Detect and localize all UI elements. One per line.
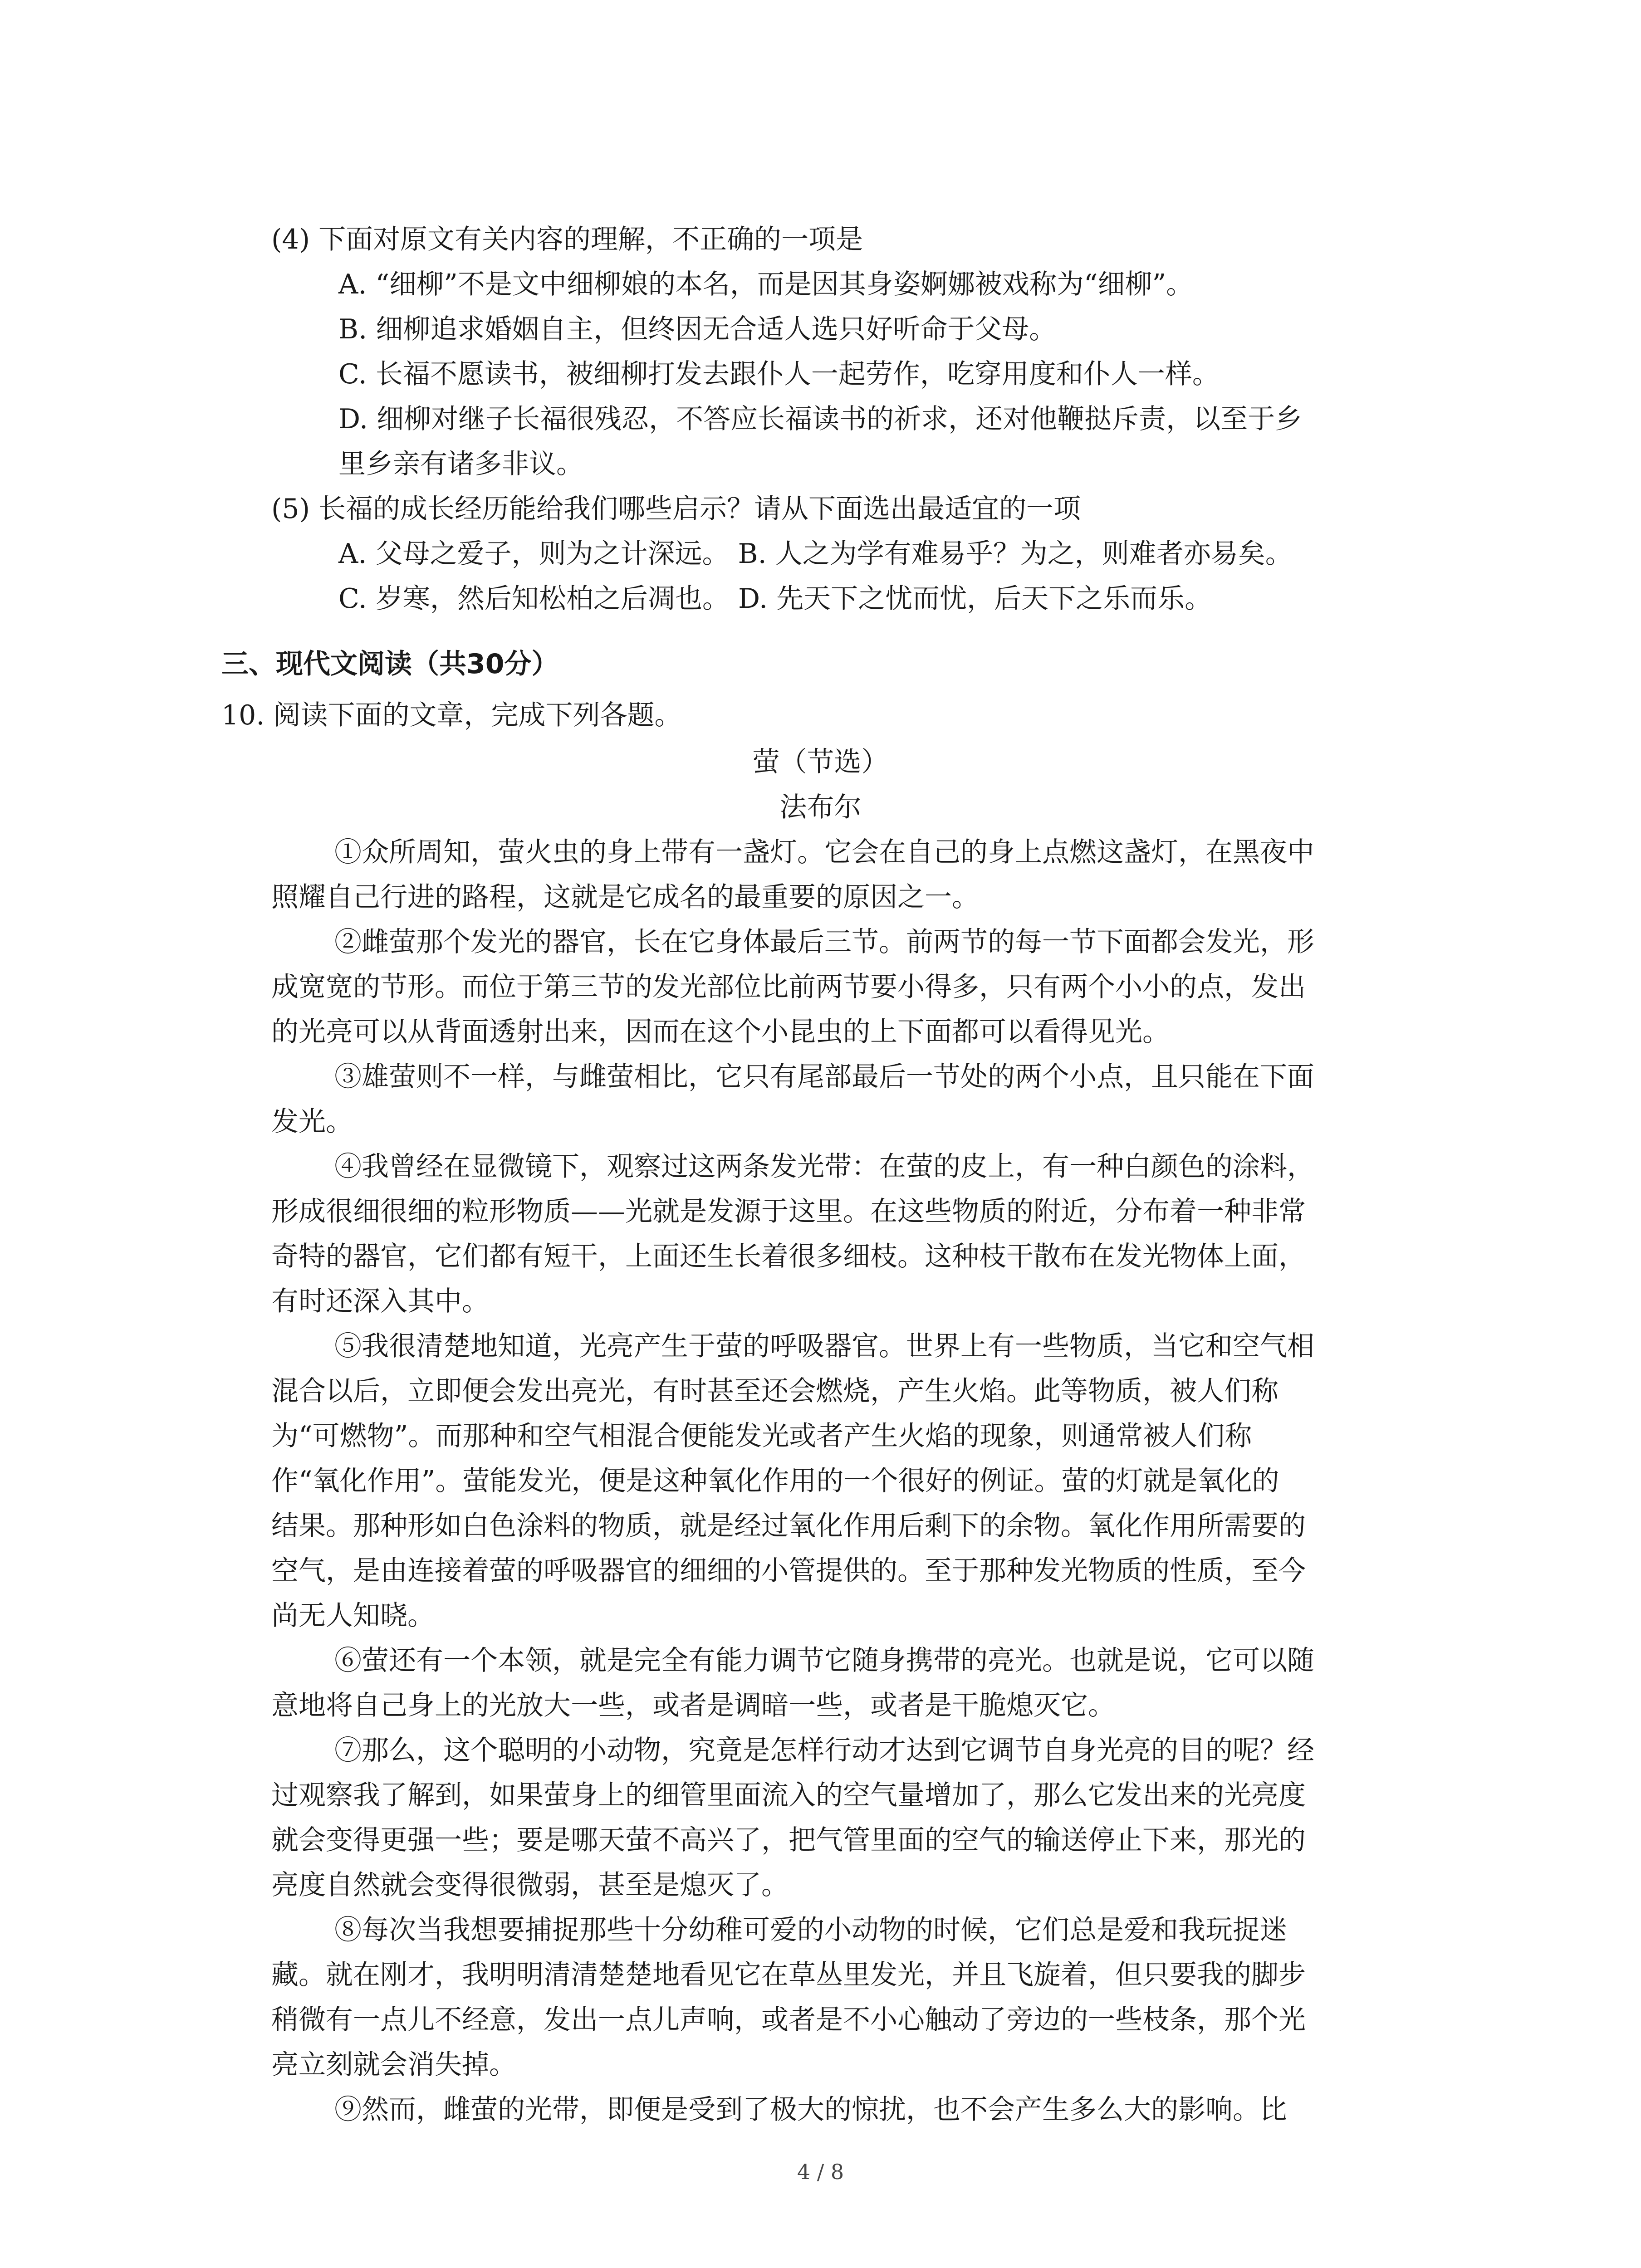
page-number: 4 / 8 bbox=[797, 2160, 844, 2184]
article-line: 稍微有一点儿不经意，发出一点儿声响，或者是不小心触动了旁边的一些枝条，那个光 bbox=[271, 2004, 1306, 2036]
article-line: 亮立刻就会消失掉。 bbox=[271, 2049, 516, 2081]
article-line: 的光亮可以从背面透射出来，因而在这个小昆虫的上下面都可以看得见光。 bbox=[271, 1016, 1170, 1048]
article-line: 就会变得更强一些；要是哪天萤不高兴了，把气管里面的空气的输送停止下来，那光的 bbox=[271, 1824, 1306, 1856]
article-line: 成宽宽的节形。而位于第三节的发光部位比前两节要小得多，只有两个小小的点，发出 bbox=[271, 971, 1306, 1003]
article-line: ②雌萤那个发光的器官，长在它身体最后三节。前两节的每一节下面都会发光，形 bbox=[334, 926, 1314, 958]
question-5-options-ab: A. 父母之爱子，则为之计深远。 B. 人之为学有难易乎？为之，则难者亦易矣。 bbox=[338, 538, 1293, 570]
article-line: 结果。那种形如白色涂料的物质，就是经过氧化作用后剩下的余物。氧化作用所需要的 bbox=[271, 1510, 1306, 1542]
article-line: ⑧每次当我想要捕捉那些十分幼稚可爱的小动物的时候，它们总是爱和我玩捉迷 bbox=[334, 1914, 1287, 1946]
article-line: ⑤我很清楚地知道，光亮产生于萤的呼吸器官。世界上有一些物质，当它和空气相 bbox=[334, 1330, 1314, 1362]
article-line: ①众所周知，萤火虫的身上带有一盏灯。它会在自己的身上点燃这盏灯，在黑夜中 bbox=[334, 836, 1314, 868]
article-line: ⑥萤还有一个本领，就是完全有能力调节它随身携带的亮光。也就是说，它可以随 bbox=[334, 1645, 1314, 1677]
article-line: 藏。就在刚才，我明明清清楚楚地看见它在草丛里发光，并且飞旋着，但只要我的脚步 bbox=[271, 1959, 1306, 1991]
question-10-intro: 10. 阅读下面的文章，完成下列各题。 bbox=[221, 699, 682, 731]
article-line: 照耀自己行进的路程，这就是它成名的最重要的原因之一。 bbox=[271, 881, 979, 913]
question-4-option-b: B. 细柳追求婚姻自主，但终因无合适人选只好听命于父母。 bbox=[338, 313, 1057, 345]
article-line: ⑨然而，雌萤的光带，即便是受到了极大的惊扰，也不会产生多么大的影响。比 bbox=[334, 2094, 1287, 2126]
article-line: 为“可燃物”。而那种和空气相混合便能发光或者产生火焰的现象，则通常被人们称 bbox=[271, 1420, 1252, 1452]
article-author: 法布尔 bbox=[779, 792, 862, 823]
question-4-option-d: D. 细柳对继子长福很残忍，不答应长福读书的祈求，还对他鞭挞斥责，以至于乡 bbox=[338, 403, 1303, 435]
article-line: 空气，是由连接着萤的呼吸器官的细细的小管提供的。至于那种发光物质的性质，至今 bbox=[271, 1555, 1306, 1587]
article-line: 意地将自己身上的光放大一些，或者是调暗一些，或者是干脆熄灭它。 bbox=[271, 1690, 1115, 1721]
article-line: 过观察我了解到，如果萤身上的细管里面流入的空气量增加了，那么它发出来的光亮度 bbox=[271, 1779, 1306, 1811]
article-line: 作“氧化作用”。萤能发光，便是这种氧化作用的一个很好的例证。萤的灯就是氧化的 bbox=[271, 1465, 1279, 1497]
question-4-option-a: A. “细柳”不是文中细柳娘的本名，而是因其身姿婀娜被戏称为“细柳”。 bbox=[338, 269, 1194, 300]
question-4-option-d-cont: 里乡亲有诸多非议。 bbox=[338, 448, 583, 480]
section-heading: 三、现代文阅读（共30分） bbox=[221, 648, 559, 680]
question-5-stem: (5) 长福的成长经历能给我们哪些启示？请从下面选出最适宜的一项 bbox=[271, 493, 1081, 525]
article-line: 亮度自然就会变得很微弱，甚至是熄灭了。 bbox=[271, 1869, 789, 1901]
article-title: 萤（节选） bbox=[752, 746, 889, 778]
article-line: 形成很细很细的粒形物质——光就是发源于这里。在这些物质的附近，分布着一种非常 bbox=[271, 1196, 1306, 1227]
article-line: 有时还深入其中。 bbox=[271, 1286, 489, 1317]
question-5-options-cd: C. 岁寒，然后知松柏之后凋也。 D. 先天下之忧而忧，后天下之乐而乐。 bbox=[338, 583, 1212, 615]
article-line: ③雄萤则不一样，与雌萤相比，它只有尾部最后一节处的两个小点，且只能在下面 bbox=[334, 1061, 1314, 1093]
question-4-stem: (4) 下面对原文有关内容的理解，不正确的一项是 bbox=[271, 224, 863, 255]
article-line: ④我曾经在显微镜下，观察过这两条发光带：在萤的皮上，有一种白颜色的涂料， bbox=[334, 1151, 1314, 1183]
article-line: ⑦那么，这个聪明的小动物，究竟是怎样行动才达到它调节自身光亮的目的呢？经 bbox=[334, 1735, 1314, 1766]
article-line: 发光。 bbox=[271, 1106, 353, 1138]
article-line: 尚无人知晓。 bbox=[271, 1600, 435, 1632]
question-4-option-c: C. 长福不愿读书，被细柳打发去跟仆人一起劳作，吃穿用度和仆人一样。 bbox=[338, 358, 1220, 390]
article-line: 混合以后，立即便会发出亮光，有时甚至还会燃烧，产生火焰。此等物质，被人们称 bbox=[271, 1375, 1279, 1407]
article-line: 奇特的器官，它们都有短干，上面还生长着很多细枝。这种枝干散布在发光物体上面， bbox=[271, 1241, 1306, 1272]
